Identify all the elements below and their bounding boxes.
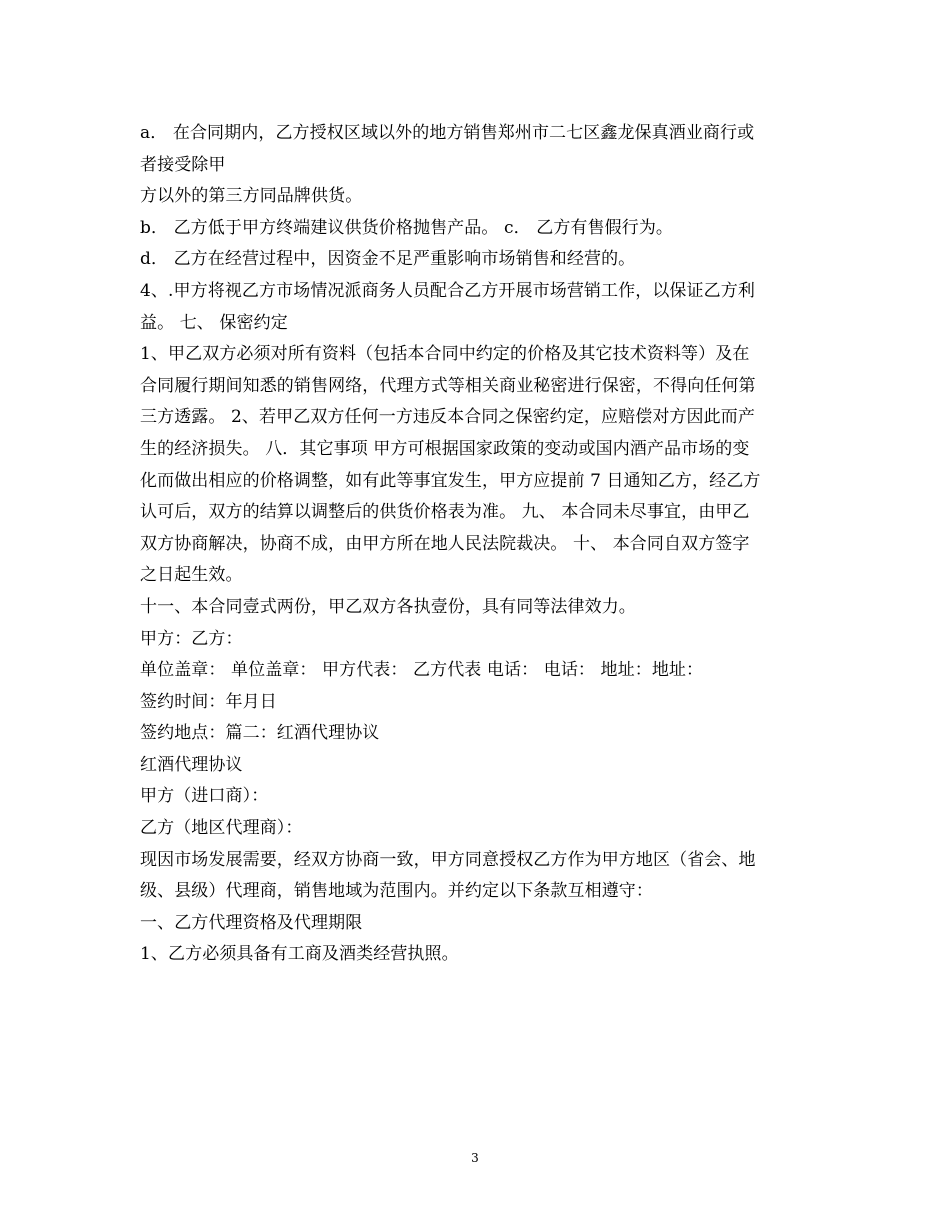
text-line: 4、.甲方将视乙方市场情况派商务人员配合乙方开展市场营销工作，以保证乙方利 (140, 280, 755, 301)
text-line: a． 在合同期内，乙方授权区域以外的地方销售郑州市二七区鑫龙保真酒业商行或 (140, 123, 755, 143)
text-line: 红酒代理协议 (140, 754, 243, 775)
text-line: 合同履行期间知悉的销售网络，代理方式等相关商业秘密进行保密，不得向任何第 (140, 375, 756, 396)
text-line: 十一、本合同壹式两份，甲乙双方各执壹份，具有同等法律效力。 (140, 596, 636, 617)
text-line: 一、乙方代理资格及代理期限 (140, 912, 363, 933)
text-line: 级、县级）代理商，销售地域为范围内。并约定以下条款互相遵守： (140, 881, 653, 902)
text-line: 1、乙方必须具备有工商及酒类经营执照。 (140, 944, 459, 965)
text-line: 乙方（地区代理商）： (140, 818, 303, 839)
document-body (140, 118, 812, 971)
text-line: 双方协商解决，协商不成，由甲方所在地人民法院裁决。 十、 本合同自双方签字 (140, 533, 750, 554)
text-line: d． 乙方在经营过程中，因资金不足严重影响市场销售和经营的。 (140, 249, 636, 270)
text-line: 签约时间：年月日 (140, 691, 277, 712)
text-line: 认可后，双方的结算以调整后的供货价格表为准。 九、 本合同未尽事宜，由甲乙 (140, 502, 750, 523)
text-line: 者接受除甲 (140, 154, 226, 175)
text-line: 甲方（进口商）： (140, 786, 269, 807)
text-line: 1、甲乙双方必须对所有资料（包括本合同中约定的价格及其它技术资料等）及在 (140, 344, 750, 365)
text-line: 单位盖章： 单位盖章： 甲方代表： 乙方代表 电话： 电话： 地址：地址： (140, 660, 704, 681)
text-line: 方以外的第三方同品牌供货。 (140, 186, 363, 207)
text-line: 甲方：乙方： (140, 628, 243, 649)
page-number: 3 (471, 1151, 479, 1165)
text-line: 签约地点：篇二：红酒代理协议 (140, 723, 380, 744)
text-line: 化而做出相应的价格调整，如有此等事宜发生，甲方应提前 7 日通知乙方，经乙方 (140, 470, 761, 491)
text-line: 之日起生效。 (140, 565, 243, 586)
text-line: 益。 七、 保密约定 (140, 312, 288, 333)
text-line: 生的经济损失。 八．其它事项 甲方可根据国家政策的变动或国内酒产品市场的变 (140, 438, 750, 459)
text-line: b． 乙方低于甲方终端建议供货价格抛售产品。 c． 乙方有售假行为。 (140, 217, 674, 238)
text-line: 三方透露。 2、若甲乙双方任何一方违反本合同之保密约定，应赔偿对方因此而产 (140, 407, 755, 428)
text-line: 现因市场发展需要，经双方协商一致，甲方同意授权乙方作为甲方地区（省会、地 (140, 849, 756, 870)
